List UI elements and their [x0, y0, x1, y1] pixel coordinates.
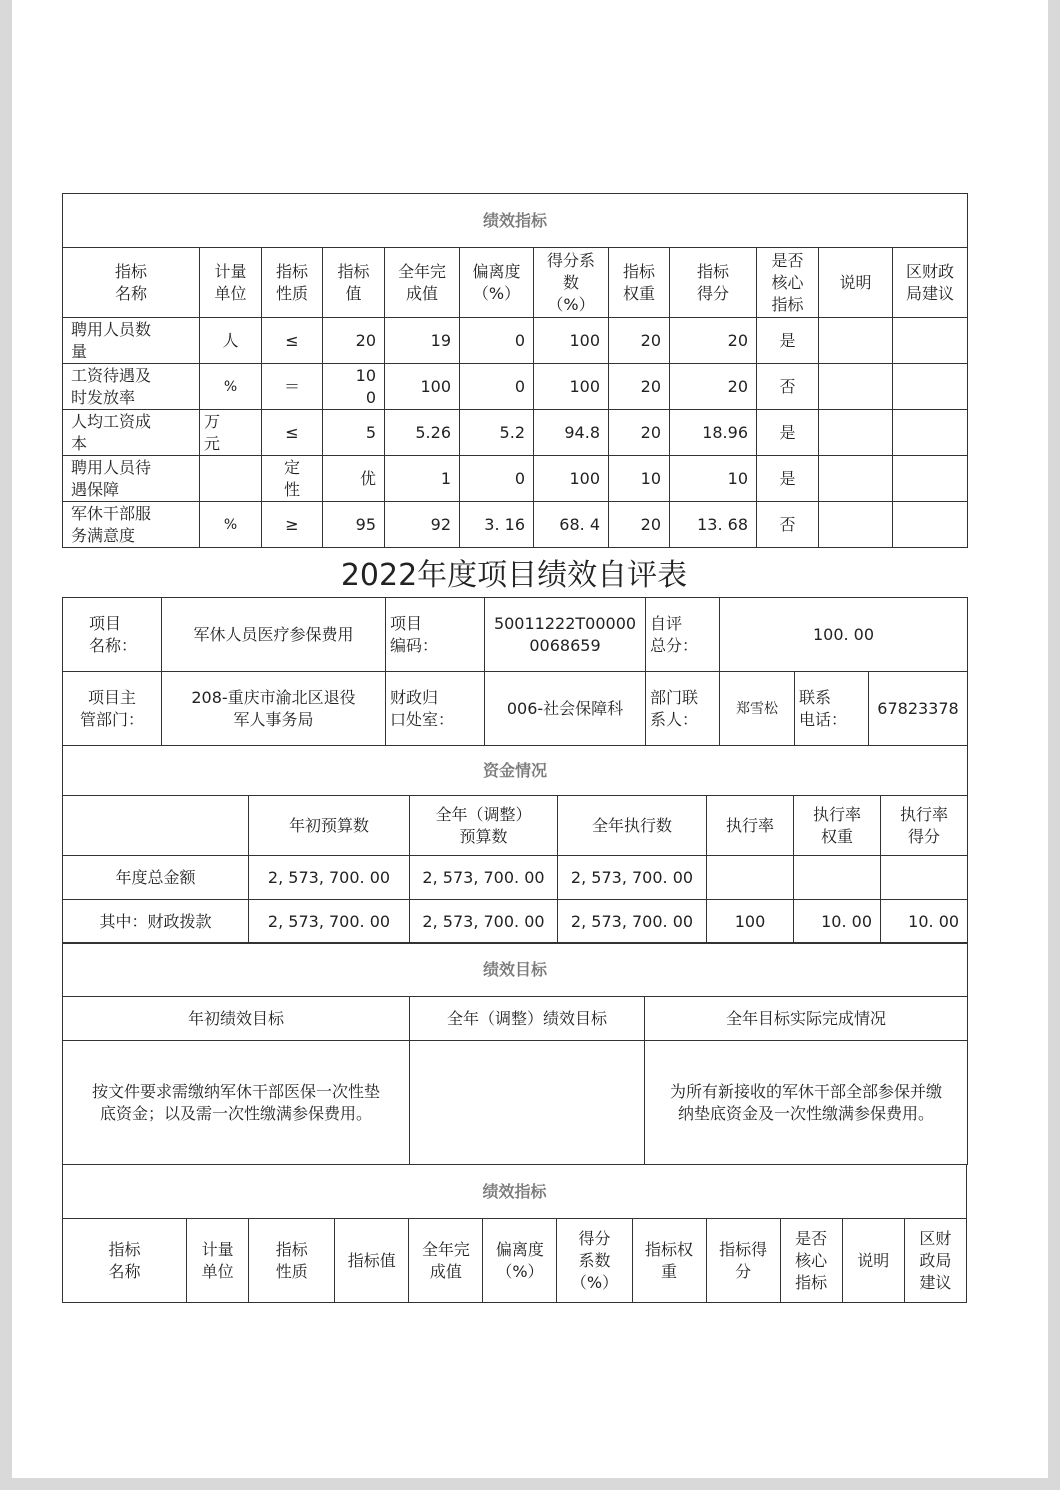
- indicator-cell: 10: [609, 456, 670, 502]
- indicator-cell: [819, 364, 893, 410]
- indicator-cell: 工资待遇及 时发放率: [63, 364, 200, 410]
- indicator-cell: 否: [757, 502, 819, 548]
- indicator-cell: ≥: [262, 502, 323, 548]
- project-info-table: [62, 597, 968, 746]
- funds-header-cell: 执行率 得分: [881, 796, 968, 856]
- funds-cell: 10. 00: [881, 900, 968, 944]
- funds-row: [63, 856, 968, 900]
- indicator-cell: 聘用人员数 量: [63, 318, 200, 364]
- indicator-header-cell: 得分 系数 （%）: [557, 1219, 632, 1303]
- funds-header-row: [63, 796, 968, 856]
- indicator-cell: [893, 410, 968, 456]
- indicator-cell: ≤: [262, 410, 323, 456]
- office-value: 006-社会保障科: [485, 672, 646, 746]
- indicator-cell: 5.2: [460, 410, 534, 456]
- indicator-cell: 20: [609, 410, 670, 456]
- section-title-indicators: 绩效指标: [63, 194, 968, 248]
- project-name-value: 军休人员医疗参保费用: [162, 598, 386, 672]
- indicator-header-cell: 指标 名称: [63, 1219, 187, 1303]
- indicator-header-cell: 是否 核心 指标: [757, 248, 819, 318]
- funds-cell: 10. 00: [794, 900, 881, 944]
- indicator-cell: 100: [534, 318, 609, 364]
- indicator-cell: [893, 318, 968, 364]
- funds-header-cell: 执行率: [707, 796, 794, 856]
- funds-cell: [794, 856, 881, 900]
- indicator-cell: 10: [670, 456, 757, 502]
- indicator-row: [63, 456, 968, 502]
- indicator-header-cell: 偏离度 （%）: [460, 248, 534, 318]
- self-score-value: 100. 00: [720, 598, 968, 672]
- goal-initial-text: 按文件要求需缴纳军休干部医保一次性垫 底资金；以及需一次性缴满参保费用。: [63, 1041, 410, 1165]
- goal-header-actual: 全年目标实际完成情况: [645, 997, 968, 1041]
- indicator-header-cell: 指标得 分: [706, 1219, 780, 1303]
- indicator-cell: 20: [323, 318, 385, 364]
- project-code-label: 项目 编码：: [386, 598, 485, 672]
- indicator-cell: 19: [385, 318, 460, 364]
- indicator-cell: 100: [534, 364, 609, 410]
- indicator-cell: [819, 456, 893, 502]
- indicator-cell: 0: [460, 364, 534, 410]
- dept-label: 项目主 管部门：: [63, 672, 162, 746]
- indicator-cell: 1: [385, 456, 460, 502]
- indicator-cell: 人: [200, 318, 262, 364]
- indicator-cell: 是: [757, 410, 819, 456]
- goal-header-initial: 年初绩效目标: [63, 997, 410, 1041]
- indicator-cell: 100: [534, 456, 609, 502]
- indicator-cell: 13. 68: [670, 502, 757, 548]
- indicator-cell: 军休干部服 务满意度: [63, 502, 200, 548]
- section-title-funds: 资金情况: [63, 746, 968, 796]
- indicator-cell: 0: [460, 318, 534, 364]
- funds-header-cell: 执行率 权重: [794, 796, 881, 856]
- indicator-cell: 0: [460, 456, 534, 502]
- section-title-goals: 绩效目标: [63, 943, 968, 997]
- indicator-row: [63, 318, 968, 364]
- indicator-cell: 18.96: [670, 410, 757, 456]
- project-name-label: 项目 名称：: [63, 598, 162, 672]
- funds-table: [62, 745, 968, 944]
- contact-label: 部门联 系人：: [646, 672, 720, 746]
- indicator-cell: [819, 502, 893, 548]
- indicator-cell: ≤: [262, 318, 323, 364]
- indicator-cell: 否: [757, 364, 819, 410]
- funds-cell: 其中：财政拨款: [63, 900, 249, 944]
- indicator-header-cell: 区财 政局 建议: [904, 1219, 966, 1303]
- indicator-row: [63, 410, 968, 456]
- indicator-cell: 人均工资成 本: [63, 410, 200, 456]
- indicator-cell: %: [200, 364, 262, 410]
- indicator-cell: 20: [609, 502, 670, 548]
- indicator-cell: 是: [757, 318, 819, 364]
- indicator-header-cell: 偏离度 （%）: [483, 1219, 557, 1303]
- funds-cell: 年度总金额: [63, 856, 249, 900]
- indicator-cell: [819, 318, 893, 364]
- section-title-indicators-2: 绩效指标: [63, 1165, 967, 1219]
- phone-value: 67823378: [869, 672, 968, 746]
- funds-row: [63, 900, 968, 944]
- indicator-cell: 优: [323, 456, 385, 502]
- goal-header-adjusted: 全年（调整）绩效目标: [410, 997, 645, 1041]
- indicator-cell: [819, 410, 893, 456]
- indicator-header-cell: 全年完 成值: [409, 1219, 483, 1303]
- funds-cell: 100: [707, 900, 794, 944]
- indicator-header-cell: 全年完 成值: [385, 248, 460, 318]
- indicator-cell: 10 0: [323, 364, 385, 410]
- funds-cell: 2, 573, 700. 00: [558, 856, 707, 900]
- indicator-header-cell: 是否 核心 指标: [780, 1219, 842, 1303]
- goals-table: [62, 942, 968, 1165]
- indicator-cell: 20: [609, 364, 670, 410]
- indicator-header-cell: 指标 性质: [249, 1219, 335, 1303]
- indicator-row: [63, 502, 968, 548]
- indicator-header-cell: 指标值: [335, 1219, 409, 1303]
- funds-header-cell: 全年（调整） 预算数: [410, 796, 558, 856]
- indicator-cell: 定 性: [262, 456, 323, 502]
- funds-cell: 2, 573, 700. 00: [410, 900, 558, 944]
- funds-cell: 2, 573, 700. 00: [558, 900, 707, 944]
- goal-adjusted-text: [410, 1041, 645, 1165]
- indicator-header-cell: 指标 性质: [262, 248, 323, 318]
- page-title: 2022年度项目绩效自评表: [340, 558, 688, 593]
- indicator-header-cell: 指标 值: [323, 248, 385, 318]
- indicator-cell: 92: [385, 502, 460, 548]
- indicator-cell: 20: [670, 318, 757, 364]
- goal-actual-text: 为所有新接收的军休干部全部参保并缴 纳垫底资金及一次性缴满参保费用。: [645, 1041, 968, 1165]
- indicator-header-cell: 得分系 数 （%）: [534, 248, 609, 318]
- contact-value: 郑雪松: [720, 672, 795, 746]
- dept-value: 208-重庆市渝北区退役 军人事务局: [162, 672, 386, 746]
- indicator-cell: [893, 502, 968, 548]
- indicator-cell: %: [200, 502, 262, 548]
- indicator-header-cell: 指标 名称: [63, 248, 200, 318]
- indicator-cell: 聘用人员待 遇保障: [63, 456, 200, 502]
- funds-cell: 2, 573, 700. 00: [410, 856, 558, 900]
- funds-cell: 2, 573, 700. 00: [249, 856, 410, 900]
- indicator-cell: 5: [323, 410, 385, 456]
- self-score-label: 自评 总分：: [646, 598, 720, 672]
- indicator-cell: 100: [385, 364, 460, 410]
- indicator-cell: 95: [323, 502, 385, 548]
- funds-cell: [881, 856, 968, 900]
- funds-header-cell: 年初预算数: [249, 796, 410, 856]
- funds-header-cell: [63, 796, 249, 856]
- indicator-cell: 94.8: [534, 410, 609, 456]
- indicator-header-cell: 区财政 局建议: [893, 248, 968, 318]
- indicator-row: [63, 364, 968, 410]
- top-indicator-table: [62, 193, 968, 548]
- indicator-header-row-2: [63, 1219, 967, 1303]
- office-label: 财政归 口处室：: [386, 672, 485, 746]
- indicator-cell: 20: [609, 318, 670, 364]
- project-code-value: 50011222T00000 0068659: [485, 598, 646, 672]
- funds-header-cell: 全年执行数: [558, 796, 707, 856]
- indicator-cell: [893, 456, 968, 502]
- indicator-cell: [200, 456, 262, 502]
- indicator-header-cell: 指标 权重: [609, 248, 670, 318]
- indicator-header-cell: 说明: [819, 248, 893, 318]
- indicator-cell: [893, 364, 968, 410]
- indicator-cell: 3. 16: [460, 502, 534, 548]
- indicator-header-cell: 计量 单位: [200, 248, 262, 318]
- indicator-cell: 5.26: [385, 410, 460, 456]
- bottom-indicator-table: [62, 1164, 967, 1303]
- phone-label: 联系 电话：: [795, 672, 869, 746]
- indicator-header-cell: 计量 单位: [187, 1219, 249, 1303]
- indicator-cell: 万 元: [200, 410, 262, 456]
- indicator-header-row: [63, 248, 968, 318]
- indicator-header-cell: 说明: [842, 1219, 904, 1303]
- indicator-cell: ＝: [262, 364, 323, 410]
- indicator-cell: 68. 4: [534, 502, 609, 548]
- indicator-cell: 是: [757, 456, 819, 502]
- funds-cell: [707, 856, 794, 900]
- indicator-cell: 20: [670, 364, 757, 410]
- indicator-header-cell: 指标 得分: [670, 248, 757, 318]
- indicator-header-cell: 指标权 重: [632, 1219, 706, 1303]
- funds-cell: 2, 573, 700. 00: [249, 900, 410, 944]
